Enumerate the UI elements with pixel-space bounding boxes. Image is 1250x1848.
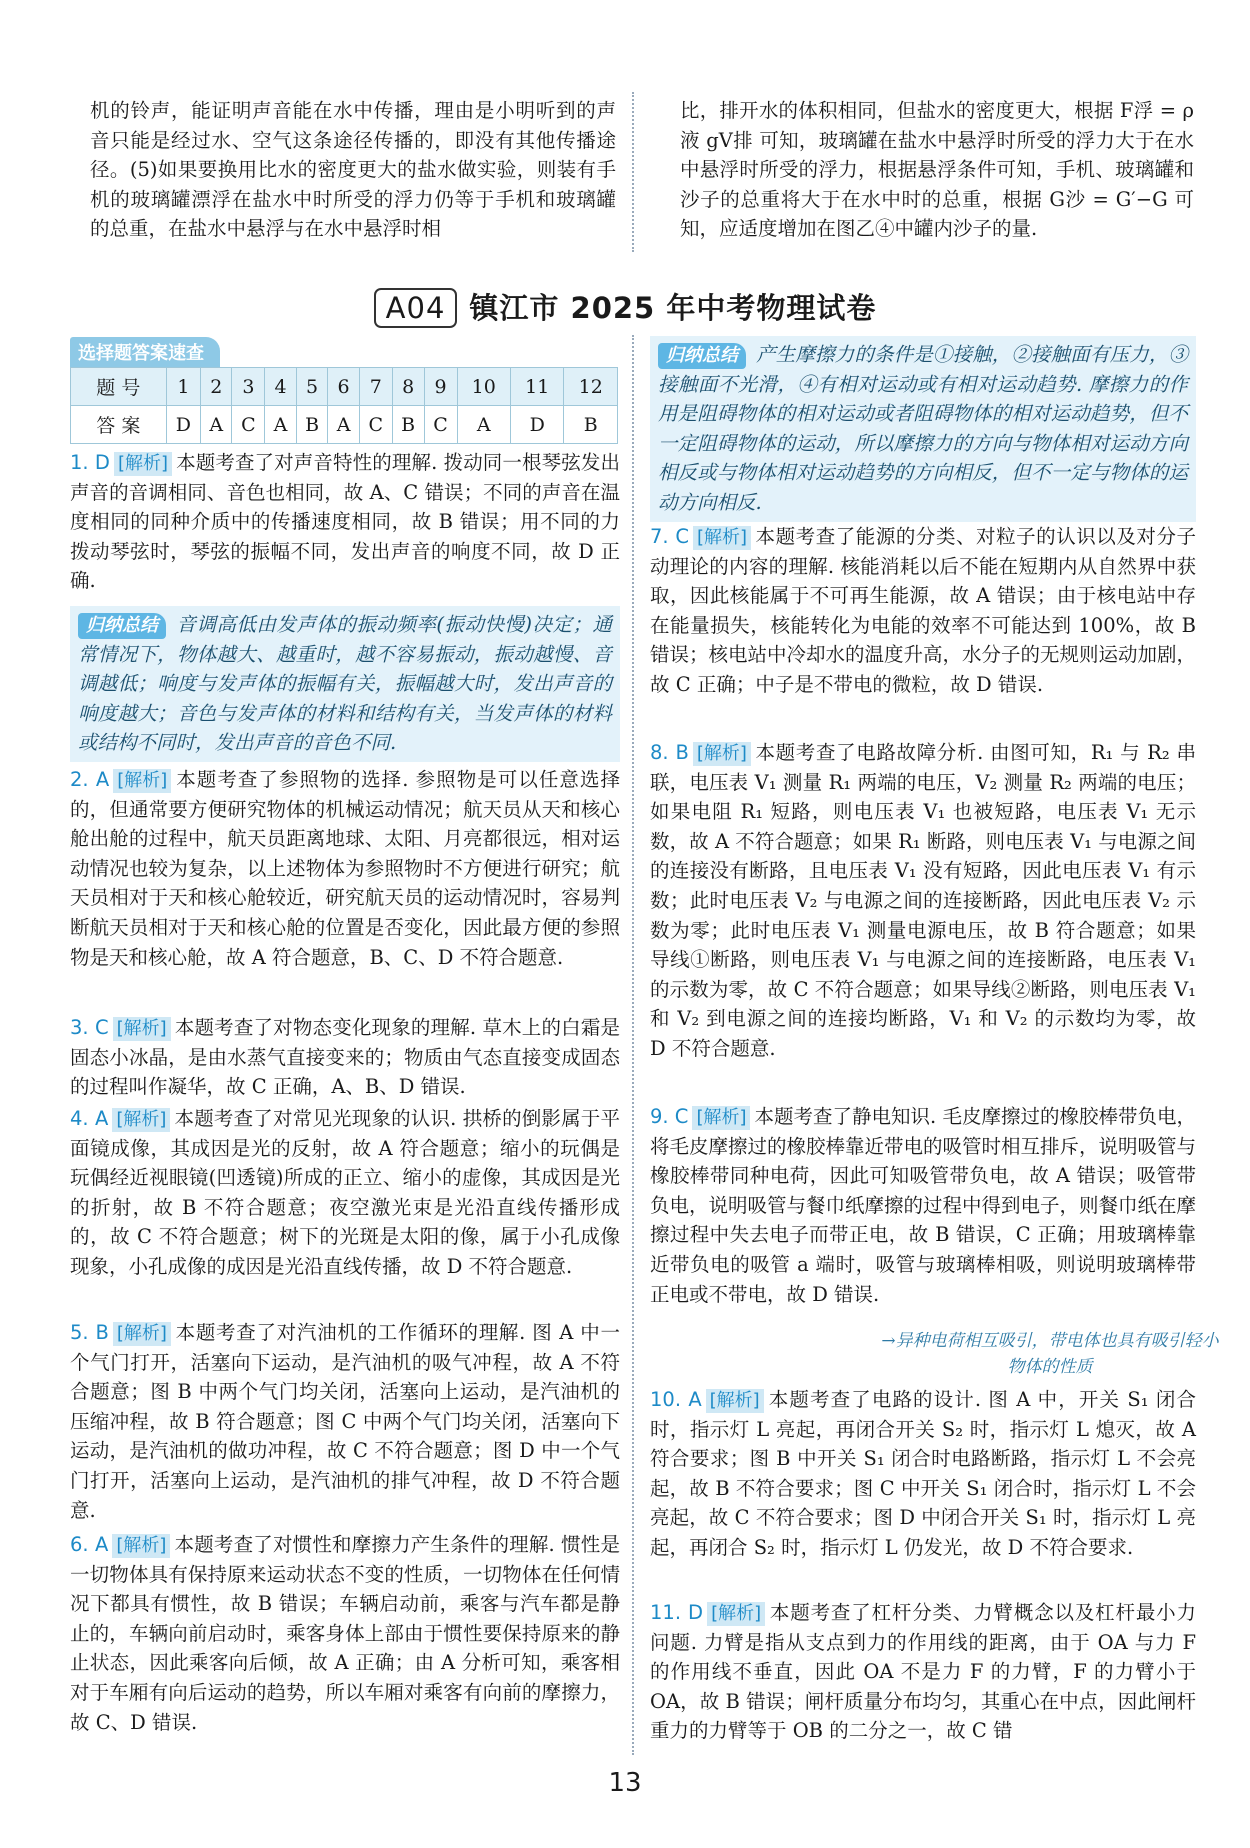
answer-letter-cell: A: [457, 406, 510, 444]
answer-table: [70, 367, 618, 444]
q5-text: 本题考查了对汽油机的工作循环的理解. 图 A 中一个气门打开，活塞向下运动，是汽油机的吸气冲程，故 A 不符合题意；图 B 中两个气门均关闭，活塞向上运动，是汽油机的压缩冲程，故 B 符合题意；图 C 中两个气门均关闭，活塞向下运动，是汽油机的做功冲程，故 C 不符合题意；图 D 中一个气门打开，活塞向上运动，是汽油机的排气冲程，故 D 不符合题意.: [70, 1321, 620, 1522]
answer-header: 选择题答案速查: [70, 337, 220, 367]
answer-number-cell: 1: [166, 368, 200, 406]
analysis-tag: [解析]: [113, 1017, 171, 1041]
answer-number-cell: 9: [424, 368, 457, 406]
q4-text: 本题考查了对常见光现象的认识. 拱桥的倒影属于平面镜成像，其成因是光的反射，故 A 符合题意；缩小的玩偶是玩偶经近视眼镜(凹透镜)所成的正立、缩小的虚像，其成因是光的折射，故 B 不符合题意；夜空激光束是光沿直线传播形成的，故 C 不符合题意；树下的光斑是太阳的像，属于小孔成像现象，小孔成像的成因是光沿直线传播，故 D 不符合题意.: [70, 1107, 620, 1278]
analysis-tag: [解析]: [113, 1322, 171, 1346]
answer-letter-cell: C: [232, 406, 265, 444]
analysis-tag: [解析]: [693, 742, 751, 766]
answer-number-cell: 7: [359, 368, 392, 406]
analysis-tag: [解析]: [112, 1534, 170, 1558]
q6-text: 本题考查了对惯性和摩擦力产生条件的理解. 惯性是一切物体具有保持原来运动状态不变的性质，一切物体在任何情况下都具有惯性，故 B 错误；车辆启动前，乘客与汽车都是静止的，车辆向前启动时，乘客身体上部由于惯性要保持原来的静止状态，因此乘客向后倾，故 A 正确；由 A 分析可知，乘客相对于车厢有向后运动的趋势，所以车厢对乘客有向前的摩擦力，故 C、D 错误.: [70, 1533, 620, 1734]
answer-letter-cell: C: [424, 406, 457, 444]
handwritten-note: →异种电荷相互吸引，带电体也具有吸引轻小物体的性质: [881, 1331, 1219, 1377]
question-6: [70, 1530, 620, 1737]
question-10: [650, 1385, 1196, 1563]
answer-number-cell: 12: [564, 368, 618, 406]
answer-number-cell: 10: [457, 368, 510, 406]
analysis-tag: [解析]: [706, 1389, 764, 1413]
answer-letter-cell: B: [564, 406, 618, 444]
question-8: [650, 738, 1196, 1064]
question-5: [70, 1318, 620, 1525]
answer-letter-cell: B: [392, 406, 424, 444]
question-3: [70, 1013, 620, 1102]
q10-text: 本题考查了电路的设计. 图 A 中，开关 S₁ 闭合时，指示灯 L 亮起，再闭合开关 S₂ 时，指示灯 L 熄灭，故 A 符合要求；图 B 中开关 S₁ 闭合时电路断路，指示灯 L 不会亮起，故 B 不符合要求；图 C 中开关 S₁ 闭合时，指示灯 L 不会亮起，故 C 不符合要求；图 D 中闭合开关 S₁ 时，指示灯 L 亮起，再闭合 S₂ 时，指示灯 L 仍发光，故 D 不符合要求.: [650, 1388, 1196, 1559]
answer-letter-cell: B: [296, 406, 328, 444]
q1-summary-text: 音调高低由发声体的振动频率(振动快慢)决定；通常情况下，物体越大、越重时，越不容易振动，振动越慢、音调越低；响度与发声体的振幅有关，振幅越大时，发出声音的响度越大；音色与发声体的材料和结构有关，当发声体的材料或结构不同时，发出声音的音色不同.: [78, 613, 612, 755]
q3-number: 3. C: [70, 1016, 109, 1039]
q11-text: 本题考查了杠杆分类、力臂概念以及杠杆最小力问题. 力臂是指从支点到力的作用线的距离，由于 OA 与力 F 的作用线不垂直，因此 OA 不是力 F 的力臂，F 的力臂小于 OA，故 B 错误；闸杆质量分布均匀，其重心在中点，因此闸杆重力的力臂等于 OB 的二分之一，故 C 错: [650, 1601, 1196, 1743]
summary-tag: 归纳总结: [658, 343, 746, 369]
question-4: [70, 1104, 620, 1282]
analysis-tag: [解析]: [707, 1602, 765, 1626]
q1-text: 本题考查了对声音特性的理解. 拨动同一根琴弦发出声音的音调相同、音色也相同，故 A、C 错误；不同的声音在温度相同的同种介质中的传播速度相同，故 B 错误；用不同的力拨动琴弦时，琴弦的振幅不同，发出声音的响度不同，故 D 正确.: [70, 451, 620, 593]
answer-number-cell: 8: [392, 368, 424, 406]
exam-title: 镇江市 2025 年中考物理试卷: [469, 291, 877, 325]
analysis-tag: [解析]: [693, 526, 751, 550]
q6-number: 6. A: [70, 1533, 109, 1556]
column-divider-top: [632, 92, 634, 252]
answer-number-cell: 2: [201, 368, 232, 406]
analysis-tag: [解析]: [112, 1108, 170, 1132]
q5-number: 5. B: [70, 1321, 109, 1344]
q2-number: 2. A: [70, 768, 110, 791]
row-label-number: 题 号: [71, 368, 167, 406]
q11-number: 11. D: [650, 1601, 704, 1624]
summary-box-6: [650, 336, 1196, 522]
question-11: [650, 1598, 1196, 1746]
q3-text: 本题考查了对物态变化现象的理解. 草木上的白霜是固态小冰晶，是由水蒸气直接变来的；物质由气态直接变成固态的过程叫作凝华，故 C 正确，A、B、D 错误.: [70, 1016, 620, 1099]
answer-letter-cell: D: [166, 406, 200, 444]
q1-number: 1. D: [70, 451, 110, 474]
answer-number-cell: 11: [510, 368, 563, 406]
analysis-tag: [解析]: [692, 1106, 750, 1130]
answer-letter-cell: A: [265, 406, 296, 444]
answer-letter-cell: D: [510, 406, 563, 444]
analysis-tag: [解析]: [114, 452, 172, 476]
answer-number-cell: 3: [232, 368, 265, 406]
question-1: [70, 448, 620, 596]
question-7: [650, 522, 1196, 700]
top-left-continuation: 机的铃声，能证明声音能在水中传播，理由是小明听到的声音只能是经过水、空气这条途径传播的，即没有其他传播途径。(5)如果要换用比水的密度更大的盐水做实验，则装有手机的玻璃罐漂浮在盐水中时所受的浮力仍等于手机和玻璃罐的总重，在盐水中悬浮与在水中悬浮时相: [90, 99, 616, 241]
q6-summary-text: 产生摩擦力的条件是①接触，②接触面有压力，③接触面不光滑，④有相对运动或有相对运动趋势. 摩擦力的作用是阻碍物体的相对运动或者阻碍物体的相对运动趋势，但不一定阻碍物体的运动，所以摩擦力的方向与物体相对运动方向相反或与物体相对运动趋势的方向相反，但不一定与物体的运动方向相反.: [658, 343, 1188, 514]
exam-code: A04: [374, 288, 458, 328]
answer-number-cell: 4: [265, 368, 296, 406]
top-right-continuation: 比，排开水的体积相同，但盐水的密度更大，根据 F浮 = ρ液 gV排 可知，玻璃罐在盐水中悬浮时所受的浮力大于在水中悬浮时所受的浮力，根据悬浮条件可知，手机、玻璃罐和沙子的总重将大于在水中时的总重，根据 G沙 = G′−G 可知，应适度增加在图乙④中罐内沙子的量.: [680, 99, 1194, 241]
answer-number-cell: 5: [296, 368, 328, 406]
q7-number: 7. C: [650, 525, 689, 548]
q8-number: 8. B: [650, 741, 689, 764]
summary-tag: 归纳总结: [78, 613, 166, 639]
question-9: [650, 1102, 1196, 1309]
q7-text: 本题考查了能源的分类、对粒子的认识以及对分子动理论的内容的理解. 核能消耗以后不能在短期内从自然界中获取，因此核能属于不可再生能源，故 A 错误；由于核电站中存在能量损失，核能转化为电能的效率不可能达到 100%，故 B 错误；核电站中冷却水的温度升高，水分子的无规则运动加剧，故 C 正确；中子是不带电的微粒，故 D 错误.: [650, 525, 1197, 696]
answer-letter-cell: A: [201, 406, 232, 444]
row-label-answer: 答 案: [71, 406, 167, 444]
q10-number: 10. A: [650, 1388, 702, 1411]
answer-letter-cell: A: [328, 406, 359, 444]
answer-letter-cell: C: [359, 406, 392, 444]
q9-text: 本题考查了静电知识. 毛皮摩擦过的橡胶棒带负电，将毛皮摩擦过的橡胶棒靠近带电的吸管时相互排斥，说明吸管与橡胶棒带同种电荷，因此可知吸管带负电，故 A 错误；吸管带负电，说明吸管与餐巾纸摩擦的过程中得到电子，则餐巾纸在摩擦过程中失去电子而带正电，故 B 错误，C 正确；用玻璃棒靠近带负电的吸管 a 端时，吸管与玻璃棒相吸，则说明玻璃棒带正电或不带电，故 D 错误.: [650, 1105, 1197, 1306]
page-number: 13: [608, 1768, 642, 1798]
question-2: [70, 765, 620, 972]
page-title: [0, 286, 1250, 328]
column-divider: [632, 335, 634, 1755]
answer-quick-check: [70, 337, 618, 444]
q9-number: 9. C: [650, 1105, 689, 1128]
q8-text: 本题考查了电路故障分析. 由图可知，R₁ 与 R₂ 串联，电压表 V₁ 测量 R₁ 两端的电压，V₂ 测量 R₂ 两端的电压；如果电阻 R₁ 短路，则电压表 V₁ 也被短路，电压表 V₁ 无示数，故 A 不符合题意；如果 R₁ 断路，则电压表 V₁ 与电源之间的连接没有断路，且电压表 V₁ 没有短路，因此电压表 V₁ 有示数；此时电压表 V₂ 与电源之间的连接断路，因此电压表 V₂ 示数为零；此时电压表 V₁ 测量电源电压，故 B 符合题意；如果导线①断路，则电压表 V₁ 与电源之间的连接断路，电压表 V₁ 的示数为零，故 C 不符合题意；如果导线②断路，则电压表 V₁ 和 V₂ 到电源之间的连接均断路，V₁ 和 V₂ 的示数均为零，故 D 不符合题意.: [650, 741, 1196, 1060]
summary-box-1: [70, 606, 620, 762]
q4-number: 4. A: [70, 1107, 109, 1130]
answer-number-cell: 6: [328, 368, 359, 406]
q2-text: 本题考查了参照物的选择. 参照物是可以任意选择的，但通常要方便研究物体的机械运动情况；航天员从天和核心舱出舱的过程中，航天员距离地球、太阳、月亮都很远，相对运动情况也较为复杂，以上述物体为参照物时不方便进行研究；航天员相对于天和核心舱较近，研究航天员的运动情况时，容易判断航天员相对于天和核心舱的位置是否变化，因此最方便的参照物是天和核心舱，故 A 符合题意，B、C、D 不符合题意.: [70, 768, 620, 969]
analysis-tag: [解析]: [113, 769, 171, 793]
